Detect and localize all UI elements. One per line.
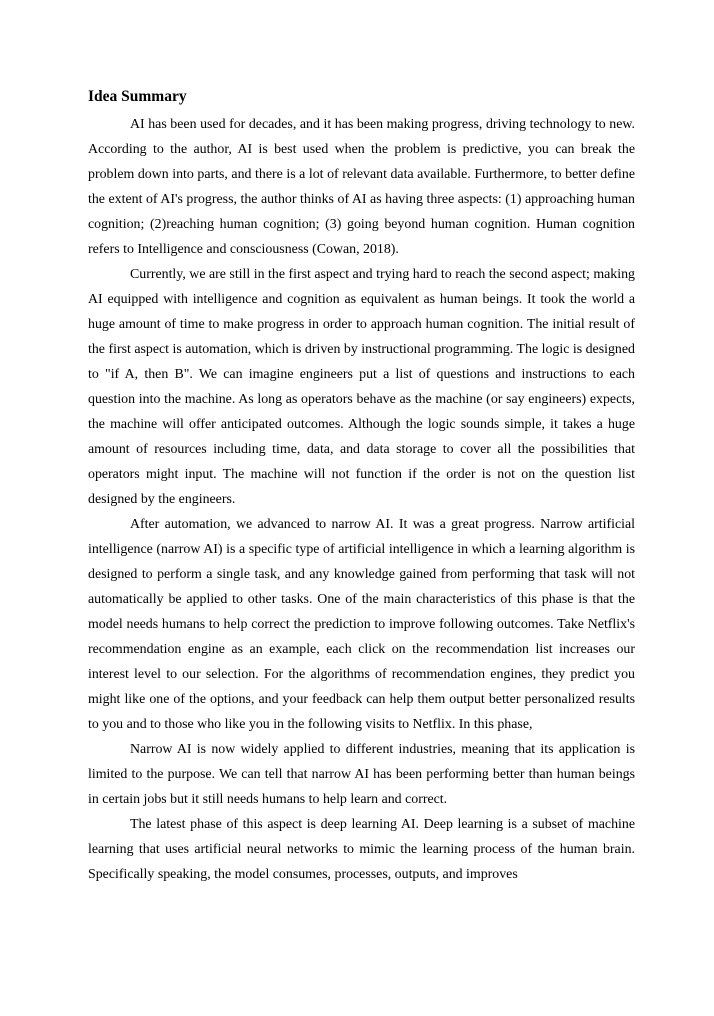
document-page xyxy=(88,86,635,887)
paragraph-automation: Currently, we are still in the first aspect and trying hard to reach the second aspect; making AI equipped with intelligence and cognition as equivalent as human beings. It took the world a huge amount of time to make progress in order to approach human cognition. The initial result of the first aspect is automation, which is driven by instructional programming. The logic is designed to "if A, then B". We can imagine engineers put a list of questions and instructions to each question into the machine. As long as operators behave as the machine (or say engineers) expects, the machine will offer anticipated outcomes. Although the logic sounds simple, it takes a huge amount of resources including time, data, and data storage to cover all the possibilities that operators might input. The machine will not function if the order is not on the question list designed by the engineers. xyxy=(88,267,635,507)
paragraph-narrow-ai-applications: Narrow AI is now widely applied to different industries, meaning that its application is limited to the purpose. We can tell that narrow AI has been performing better than human beings in certain jobs but it still needs humans to help learn and correct. xyxy=(88,742,635,807)
section-heading: Idea Summary xyxy=(88,88,187,105)
paragraph-narrow-ai: After automation, we advanced to narrow AI. It was a great progress. Narrow artificial intelligence (narrow AI) is a specific type of artificial intelligence in which a learning algorithm is designed to perform a single task, and any knowledge gained from performing that task will not automatically be applied to other tasks. One of the main characteristics of this phase is that the model needs humans to help correct the prediction to improve following outcomes. Take Netflix's recommendation engine as an example, each click on the recommendation list increases our interest level to our selection. For the algorithms of recommendation engines, they predict you might like one of the options, and your feedback can help them output better personalized results to you and to those who like you in the following visits to Netflix. In this phase, xyxy=(88,517,635,732)
paragraph-ai-progress: AI has been used for decades, and it has been making progress, driving technology to new. According to the author, AI is best used when the problem is predictive, you can break the problem down into parts, and there is a lot of relevant data available. Furthermore, to better define the extent of AI's progress, the author thinks of AI as having three aspects: (1) approaching human cognition; (2)reaching human cognition; (3) going beyond human cognition. Human cognition refers to Intelligence and consciousness (Cowan, 2018). xyxy=(88,117,635,257)
paragraph-deep-learning: The latest phase of this aspect is deep learning AI. Deep learning is a subset of machine learning that uses artificial neural networks to mimic the learning process of the human brain. Specifically speaking, the model consumes, processes, outputs, and improves xyxy=(88,817,635,882)
